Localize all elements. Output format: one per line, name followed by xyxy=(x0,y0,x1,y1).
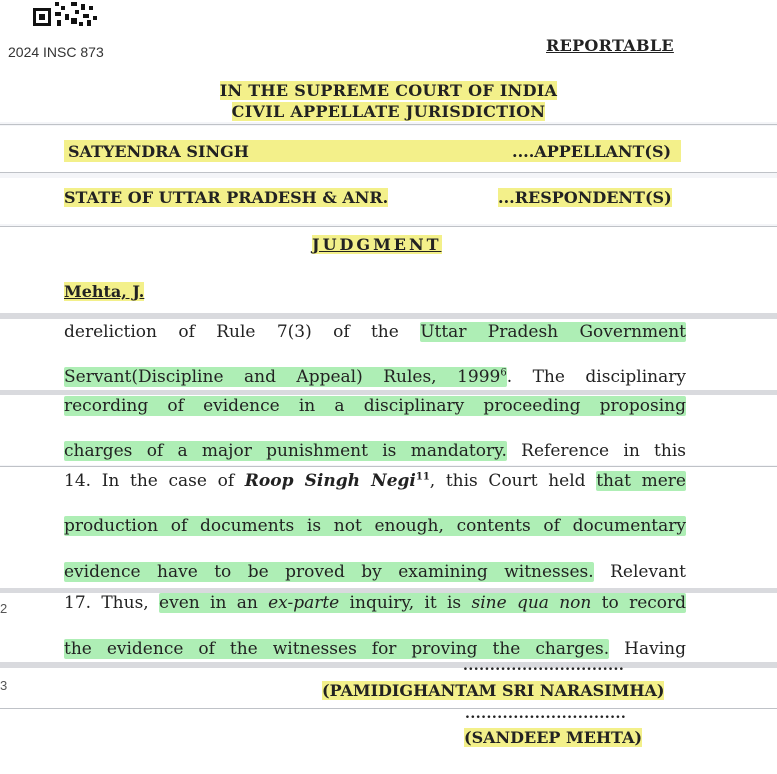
judgment-author: Mehta, J. xyxy=(64,282,145,301)
header-strip xyxy=(0,0,777,122)
highlight-part: even in an xyxy=(159,593,269,613)
divider xyxy=(0,172,777,173)
divider xyxy=(0,124,777,125)
line-text: Relevant xyxy=(593,562,686,582)
court-name: IN THE SUPREME COURT OF INDIA xyxy=(219,81,558,100)
signature-strip xyxy=(0,658,777,774)
signature-line: .............................. xyxy=(465,706,627,722)
neutral-citation: 2024 INSC 873 xyxy=(8,44,104,60)
line-text: Reference in this xyxy=(506,441,687,461)
highlighted-text: evidence have to be proved by examining witnesses. xyxy=(64,562,594,582)
line-text: 17. Thus, xyxy=(64,593,160,613)
excerpt-line xyxy=(64,639,686,659)
line-text: Having xyxy=(609,639,686,659)
line-text: dereliction of Rule 7(3) of the xyxy=(64,322,421,342)
excerpt-strip-3 xyxy=(0,467,777,588)
highlighted-text xyxy=(64,367,507,387)
qr-code-icon xyxy=(31,0,99,30)
latin-term: ex-parte xyxy=(268,593,340,613)
respondent-label: ...RESPONDENT(S) xyxy=(498,188,672,207)
line-text: . The disciplinary xyxy=(506,367,686,387)
respondent-name: STATE OF UTTAR PRADESH & ANR. xyxy=(64,188,389,207)
excerpt-strip-2 xyxy=(0,395,777,465)
respondent-name-box xyxy=(64,188,388,207)
highlighted-text: production of documents is not enough, contents of documentary xyxy=(64,516,686,536)
excerpt-strip-4 xyxy=(0,593,777,662)
highlighted-text: charges of a major punishment is mandatory. xyxy=(64,441,507,461)
line-text: , this Court held xyxy=(429,471,597,491)
page-margin-number: 2 xyxy=(0,601,8,616)
jurisdiction-name: CIVIL APPELLATE JURISDICTION xyxy=(231,102,546,121)
judgment-heading-box xyxy=(312,235,442,254)
signature-line: .............................. xyxy=(463,658,625,674)
excerpt-strip-1 xyxy=(0,319,777,390)
highlighted-text: the evidence of the witnesses for proving the charges. xyxy=(64,639,610,659)
respondent-label-box xyxy=(498,188,672,207)
excerpt-line xyxy=(64,367,686,387)
highlighted-text: Uttar Pradesh Government xyxy=(420,322,686,342)
highlighted-text xyxy=(159,593,686,613)
excerpt-line xyxy=(64,593,686,613)
judge-signature-2 xyxy=(464,728,642,747)
excerpt-line xyxy=(64,441,686,461)
footnote-ref: 6 xyxy=(500,367,507,379)
judgment-heading: JUDGMENT xyxy=(312,235,442,254)
judge-signature-1 xyxy=(322,681,664,700)
excerpt-line xyxy=(64,562,686,582)
appellant-strip xyxy=(0,126,777,172)
reportable-label: REPORTABLE xyxy=(546,36,674,55)
excerpt-line xyxy=(64,471,686,491)
judgment-strip xyxy=(0,227,777,313)
highlighted-text: recording of evidence in a disciplinary proceeding proposing xyxy=(64,396,686,416)
footnote-ref: 11 xyxy=(415,471,430,483)
author-box xyxy=(64,282,144,301)
case-name: Roop Singh Negi xyxy=(244,471,416,491)
highlighted-text: that mere xyxy=(596,471,686,491)
judge-name: (PAMIDIGHANTAM SRI NARASIMHA) xyxy=(322,681,665,700)
page-margin-number: 3 xyxy=(0,678,8,693)
highlight-part: to record xyxy=(591,593,687,613)
court-title xyxy=(0,81,777,100)
jurisdiction-title xyxy=(0,102,777,121)
judge-name: (SANDEEP MEHTA) xyxy=(464,728,643,747)
divider xyxy=(0,708,777,709)
highlight-part: inquiry, it is xyxy=(339,593,472,613)
excerpt-line xyxy=(64,322,686,342)
respondent-strip xyxy=(0,178,777,224)
appellant-label: ....APPELLANT(S) xyxy=(512,142,672,161)
latin-term: sine qua non xyxy=(471,593,592,613)
line-text: 14. In the case of xyxy=(64,471,245,491)
excerpt-line xyxy=(64,516,686,536)
excerpt-line xyxy=(64,396,686,416)
appellant-name: SATYENDRA SINGH xyxy=(68,142,249,161)
highlight-part: Servant(Discipline and Appeal) Rules, 1999 xyxy=(64,367,501,387)
